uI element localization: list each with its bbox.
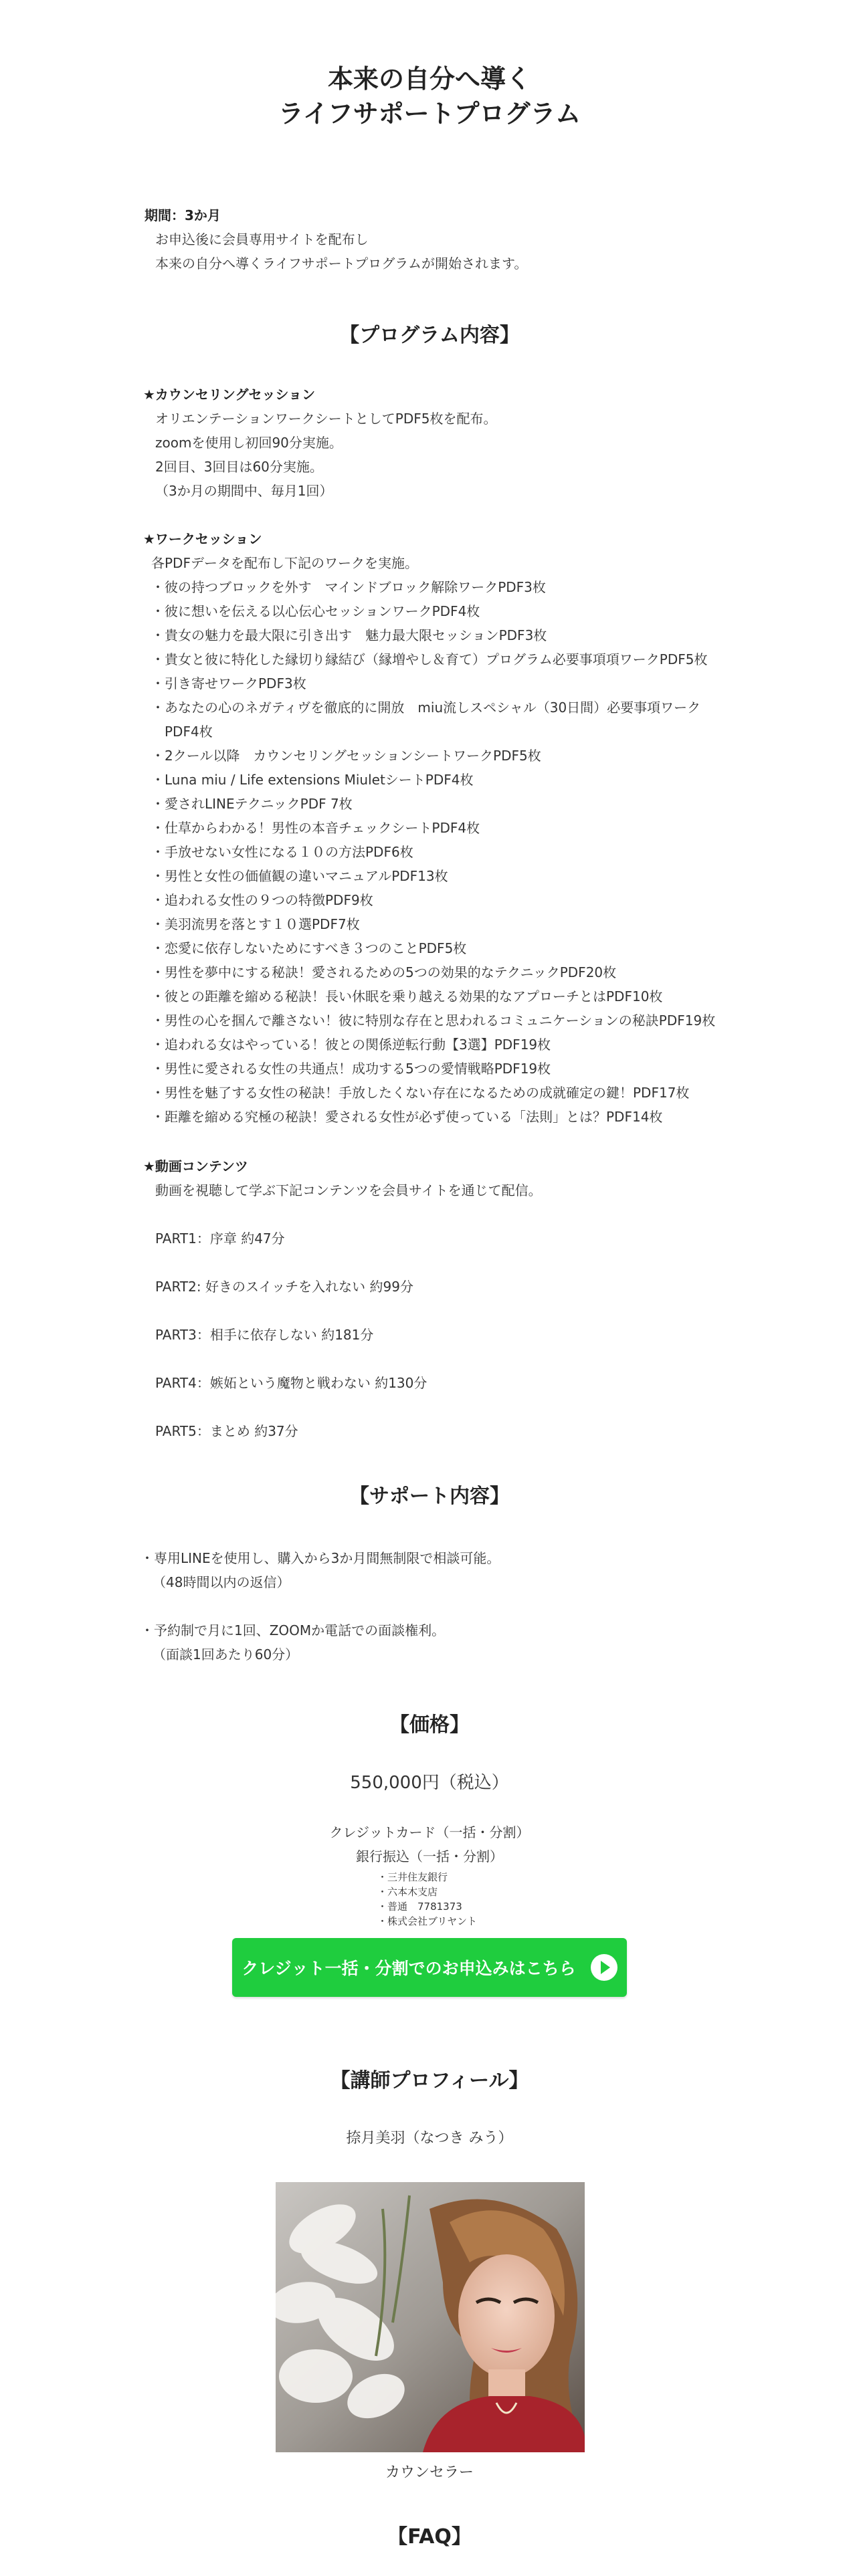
page-title (0, 62, 859, 131)
support-item-2-note: （面談1回あたり60分） (153, 1646, 299, 1662)
play-icon (591, 1954, 617, 1981)
page-title-line2: ライフサポートプログラム (278, 99, 581, 128)
work-item: ・美羽流男を落とす１０選PDF7枚 (151, 916, 360, 932)
bank-branch: ・六本木支店 (377, 1886, 438, 1898)
work-item: ・貴女の魅力を最大限に引き出す 魅力最大限セッションPDF3枚 (151, 627, 547, 643)
video-part-4: PART4：嫉妬という魔物と戦わない 約130分 (155, 1375, 427, 1391)
work-item: ・追われる女はやっている！彼との関係逆転行動【3選】PDF19枚 (151, 1037, 551, 1053)
counseling-line-2: zoomを使用し初回90分実施。 (155, 435, 343, 451)
bank-details (377, 1870, 477, 1929)
work-item: ・仕草からわかる！男性の本音チェックシートPDF4枚 (151, 820, 480, 836)
work-item: ・男性の心を掴んで離さない！彼に特別な存在と思われるコミュニケーションの秘訣PDF19枚 (151, 1012, 716, 1029)
counseling-title: ★カウンセリングセッション (143, 387, 316, 403)
work-item: ・愛されLINEテクニックPDF 7枚 (151, 796, 353, 812)
payment-method-bank: 銀行振込（一括・分割） (356, 1848, 503, 1864)
work-item: ・彼との距離を縮める秘訣！長い休眠を乗り越える効果的なアプローチとはPDF10枚 (151, 988, 663, 1004)
counseling-line-3: 2回目、3回目は60分実施。 (155, 459, 323, 475)
work-item: ・あなたの心のネガティヴを徹底的に開放 miu流しスペシャル（30日間）必要事項ワーク (151, 700, 701, 716)
profile-heading: 【講師プロフィール】 (330, 2069, 529, 2092)
bank-account: ・普通 7781373 (377, 1901, 462, 1913)
work-list (151, 575, 715, 1129)
counseling-line-4: （3か月の期間中、毎月1回） (155, 483, 333, 499)
payment-method-card: クレジットカード（一括・分割） (329, 1824, 530, 1840)
video-part-5: PART5：まとめ 約37分 (155, 1423, 298, 1439)
support-item-1-note: （48時間以内の返信） (153, 1574, 290, 1590)
work-intro: 各PDFデータを配布し下記のワークを実施。 (151, 555, 418, 571)
video-part-3: PART3：相手に依存しない 約181分 (155, 1327, 374, 1343)
support-item-2: ・予約制で月に1回、ZOOMか電話での面談権利。 (140, 1622, 446, 1638)
support-heading: 【サポート内容】 (349, 1485, 510, 1508)
price-heading: 【価格】 (389, 1713, 470, 1737)
work-item: ・手放せない女性になる１０の方法PDF6枚 (151, 844, 413, 860)
video-title: ★動画コンテンツ (143, 1158, 248, 1174)
period-label: 期間：3か月 (145, 207, 221, 223)
work-item: ・引き寄せワークPDF3枚 (151, 675, 306, 691)
work-item: ・2クール以降 カウンセリングセッションシートワークPDF5枚 (151, 748, 541, 764)
work-item: ・男性を夢中にする秘訣！愛されるための5つの効果的なテクニックPDF20枚 (151, 964, 617, 980)
work-item: ・男性に愛される女性の共通点！成功する5つの愛情戦略PDF19枚 (151, 1061, 551, 1077)
work-item: ・貴女と彼に特化した縁切り縁結び（縁増やし＆育て）プログラム必要事項項ワークPDF5枚 (151, 651, 708, 667)
work-item: ・男性を魅了する女性の秘訣！手放したくない存在になるための成就確定の鍵！PDF17枚 (151, 1085, 690, 1101)
video-part-2: PART2: 好きのスイッチを入れない 約99分 (155, 1279, 413, 1295)
bank-name: ・三井住友銀行 (377, 1871, 448, 1883)
video-part-1: PART1：序章 約47分 (155, 1230, 285, 1247)
work-title: ★ワークセッション (143, 531, 262, 547)
period-line-2: 本来の自分へ導くライフサポートプログラムが開始されます。 (155, 255, 528, 272)
instructor-role: カウンセラー (385, 2464, 474, 2481)
work-item: ・追われる女性の９つの特徴PDF9枚 (151, 892, 373, 908)
work-item: ・彼の持つブロックを外す マインドブロック解除ワークPDF3枚 (151, 579, 546, 595)
instructor-name: 捺月美羽（なつき みう） (346, 2130, 513, 2147)
work-item: ・Luna miu / Life extensions MiuletシートPDF4枚 (151, 772, 474, 788)
work-item: ・彼に想いを伝える以心伝心セッションワークPDF4枚 (151, 603, 480, 619)
video-intro: 動画を視聴して学ぶ下記コンテンツを会員サイトを通じて配信。 (155, 1182, 542, 1198)
work-item: ・距離を縮める究極の秘訣！愛される女性が必ず使っている「法則」とは？PDF14枚 (151, 1109, 663, 1125)
period-line-1: お申込後に会員専用サイトを配布し (155, 231, 369, 247)
work-item: ・恋愛に依存しないためにすべき３つのことPDF5枚 (151, 940, 467, 956)
work-item: PDF4枚 (151, 724, 213, 740)
faq-heading: 【FAQ】 (387, 2525, 472, 2549)
credit-apply-button[interactable] (232, 1938, 627, 1997)
program-heading: 【プログラム内容】 (339, 324, 520, 347)
page-title-line1: 本来の自分へ導く (327, 64, 531, 94)
price-amount: 550,000円（税込） (350, 1773, 509, 1793)
work-item: ・男性と女性の価値観の違いマニュアルPDF13枚 (151, 868, 448, 884)
counseling-line-1: オリエンテーションワークシートとしてPDF5枚を配布。 (155, 411, 497, 427)
instructor-photo (276, 2182, 585, 2452)
support-item-1: ・専用LINEを使用し、購入から3か月間無制限で相談可能。 (140, 1550, 500, 1566)
credit-apply-label: クレジット一括・分割でのお申込みはこちら (242, 1959, 576, 1978)
bank-holder: ・株式会社ブリヤント (377, 1915, 477, 1927)
